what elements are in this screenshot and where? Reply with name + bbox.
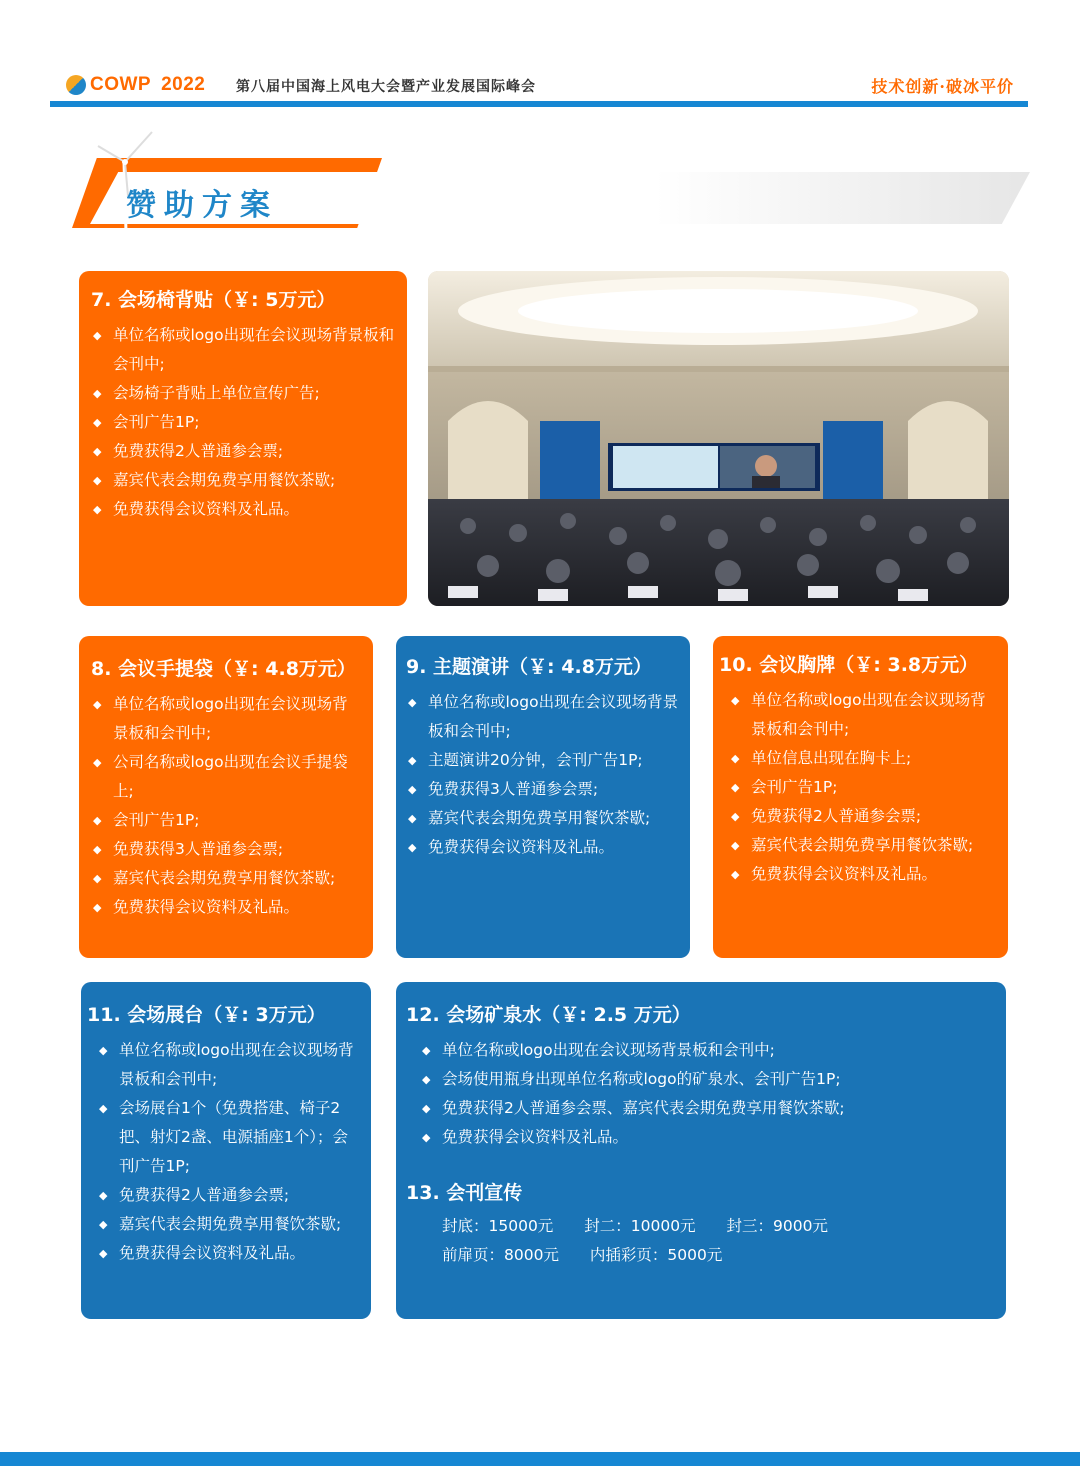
package-benefits (406, 688, 680, 862)
list-item: ◆ 免费获得2人普通参会票; (91, 437, 395, 466)
package-title: 12. 会场矿泉水（￥: 2.5 万元） (406, 1004, 691, 1026)
logo-icon (66, 75, 86, 95)
package-benefits (729, 686, 998, 889)
list-item: ◆ 单位名称或logo出现在会议现场背景板和会刊中; (91, 321, 395, 379)
list-item: ◆ 会场椅子背贴上单位宣传广告; (91, 379, 395, 408)
list-item: ◆ 免费获得会议资料及礼品。 (91, 495, 395, 524)
list-item: ◆ 单位名称或logo出现在会议现场背景板和会刊中; (406, 688, 680, 746)
package-title: 9. 主题演讲（￥: 4.8万元） (406, 656, 652, 678)
list-item: ◆ 单位名称或logo出现在会议现场背景板和会刊中; (420, 1036, 992, 1065)
publication-prices-line-2 (442, 1241, 992, 1270)
price-item: 封三：9000元 (726, 1217, 828, 1235)
list-item: ◆ 免费获得3人普通参会票; (91, 835, 363, 864)
package-card-9 (396, 636, 690, 958)
list-item: ◆ 会刊广告1P; (91, 408, 395, 437)
package-title: 10. 会议胸牌（￥: 3.8万元） (719, 654, 979, 676)
list-item: ◆ 免费获得会议资料及礼品。 (91, 893, 363, 922)
list-item: ◆ 嘉宾代表会期免费享用餐饮茶歇; (729, 831, 998, 860)
list-item: ◆ 免费获得3人普通参会票; (406, 775, 680, 804)
package-benefits (420, 1036, 992, 1152)
list-item: ◆ 会刊广告1P; (91, 806, 363, 835)
conference-hall-photo (428, 271, 1009, 606)
package-benefits (91, 321, 395, 524)
package-title: 11. 会场展台（￥: 3万元） (87, 1004, 326, 1026)
list-item: ◆ 单位名称或logo出现在会议现场背景板和会刊中; (729, 686, 998, 744)
package-card-8 (79, 636, 373, 958)
section-banner (62, 150, 1032, 232)
cowp-logo (66, 74, 205, 96)
package-card-10 (713, 636, 1008, 958)
list-item: ◆ 单位信息出现在胸卡上; (729, 744, 998, 773)
package-benefits (91, 690, 363, 922)
list-item: ◆ 免费获得会议资料及礼品。 (420, 1123, 992, 1152)
header-divider (50, 101, 1028, 107)
list-item: ◆ 公司名称或logo出现在会议手提袋上; (91, 748, 363, 806)
list-item: ◆ 单位名称或logo出现在会议现场背景板和会刊中; (91, 690, 363, 748)
list-item: ◆ 嘉宾代表会期免费享用餐饮茶歇; (91, 864, 363, 893)
list-item: ◆ 嘉宾代表会期免费享用餐饮茶歇; (97, 1210, 361, 1239)
price-item: 内插彩页：5000元 (589, 1246, 723, 1264)
price-item: 前扉页：8000元 (442, 1246, 559, 1264)
section-title: 赞助方案 (126, 188, 278, 223)
package-benefits (97, 1036, 361, 1268)
package-card-11 (81, 982, 371, 1319)
list-item: ◆ 会场展台1个（免费搭建、椅子2把、射灯2盏、电源插座1个）；会刊广告1P; (97, 1094, 361, 1181)
package-card-12 (396, 982, 1006, 1319)
price-item: 封二：10000元 (584, 1217, 696, 1235)
list-item: ◆ 免费获得2人普通参会票; (729, 802, 998, 831)
publication-title: 13. 会刊宣传 (406, 1182, 523, 1204)
list-item: ◆ 免费获得会议资料及礼品。 (406, 833, 680, 862)
logo-text: COWP (90, 74, 152, 95)
header-slogan: 技术创新·破冰平价 (871, 77, 1014, 96)
list-item: ◆ 免费获得会议资料及礼品。 (97, 1239, 361, 1268)
footer-bar (0, 1452, 1080, 1466)
publication-prices-line-1 (442, 1212, 992, 1241)
list-item: ◆ 会场使用瓶身出现单位名称或logo的矿泉水、会刊广告1P; (420, 1065, 992, 1094)
page-header (54, 68, 1028, 102)
price-item: 封底：15000元 (442, 1217, 554, 1235)
list-item: ◆ 会刊广告1P; (729, 773, 998, 802)
list-item: ◆ 嘉宾代表会期免费享用餐饮茶歇; (91, 466, 395, 495)
package-card-7 (79, 271, 407, 606)
list-item: ◆ 免费获得会议资料及礼品。 (729, 860, 998, 889)
package-title: 7. 会场椅背贴（￥: 5万元） (91, 289, 336, 311)
list-item: ◆ 免费获得2人普通参会票、嘉宾代表会期免费享用餐饮茶歇; (420, 1094, 992, 1123)
list-item: ◆ 嘉宾代表会期免费享用餐饮茶歇; (406, 804, 680, 833)
list-item: ◆ 主题演讲20分钟，会刊广告1P; (406, 746, 680, 775)
package-title: 8. 会议手提袋（￥: 4.8万元） (91, 658, 356, 680)
conference-title: 第八届中国海上风电大会暨产业发展国际峰会 (236, 79, 536, 95)
list-item: ◆ 单位名称或logo出现在会议现场背景板和会刊中; (97, 1036, 361, 1094)
logo-year: 2022 (161, 74, 206, 95)
list-item: ◆ 免费获得2人普通参会票; (97, 1181, 361, 1210)
conference-hall-illustration (428, 271, 1009, 606)
